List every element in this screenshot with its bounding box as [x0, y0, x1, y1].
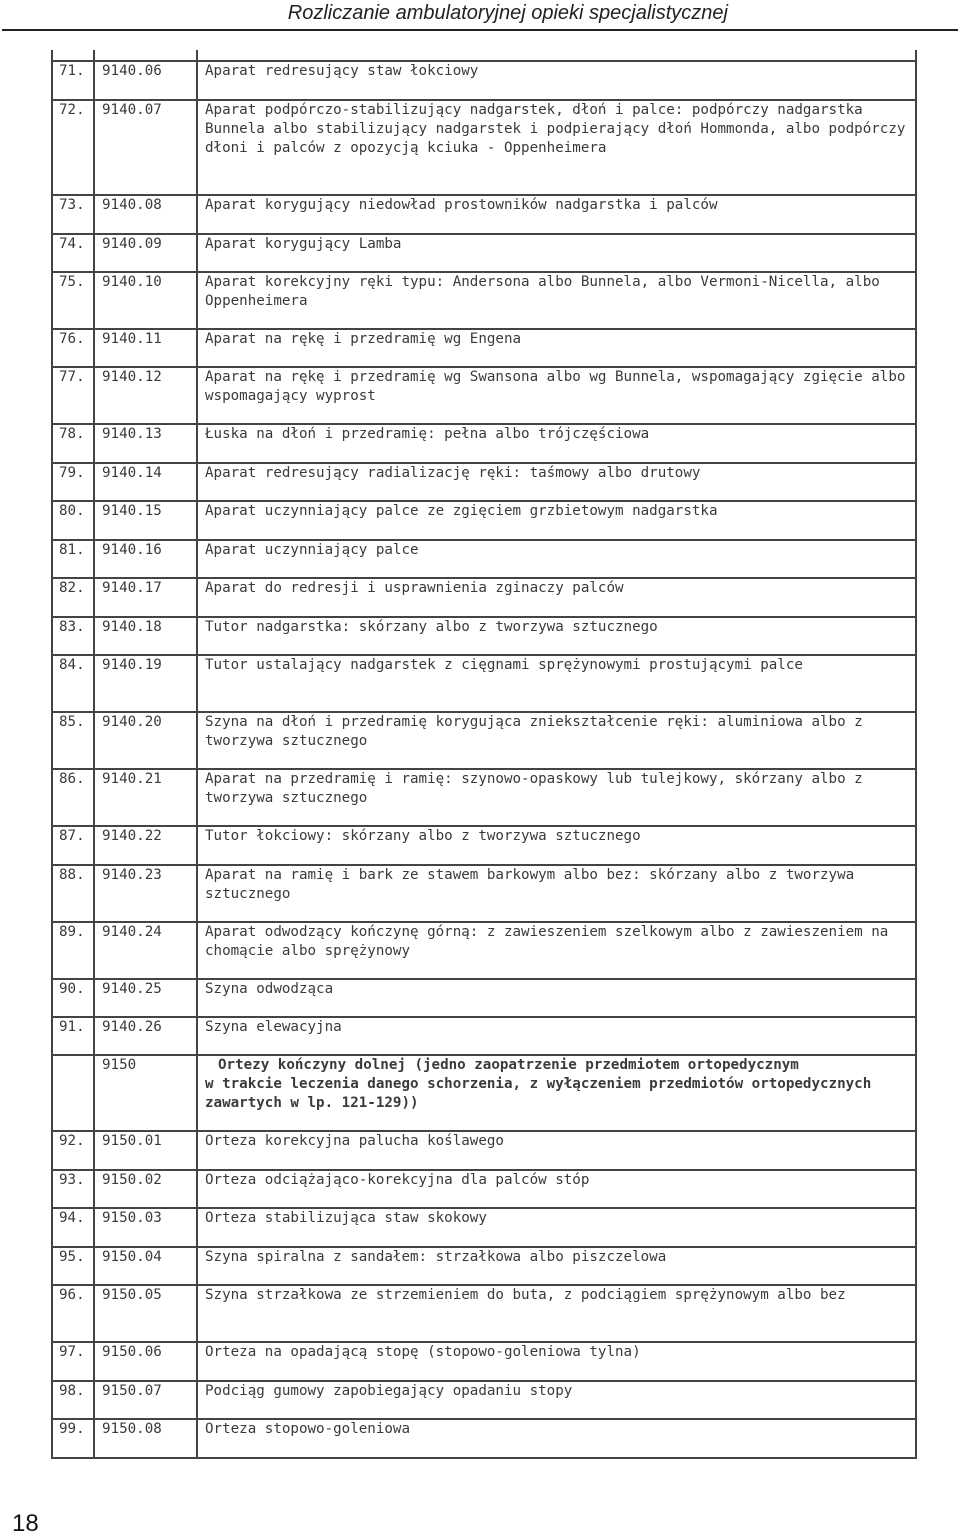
row-number: 95.	[52, 1247, 94, 1285]
table-row	[52, 1208, 916, 1247]
row-number: 78.	[52, 424, 94, 463]
row-number: 72.	[52, 100, 94, 195]
item-code: 9140.18	[94, 617, 197, 655]
row-number: 89.	[52, 922, 94, 979]
item-code: 9140.12	[94, 367, 197, 424]
item-description: Szyna elewacyjna	[197, 1017, 916, 1055]
table-row	[52, 1342, 916, 1381]
row-number: 83.	[52, 617, 94, 655]
section-title-line1: Ortezy kończyny dolnej (jedno zaopatrzenie przedmiotem ortopedycznym	[218, 1057, 799, 1073]
item-code: 9140.19	[94, 655, 197, 712]
row-number: 85.	[52, 712, 94, 769]
row-number: 74.	[52, 234, 94, 272]
row-number: 82.	[52, 578, 94, 617]
item-description: Aparat odwodzący kończynę górną: z zawieszeniem szelkowym albo z zawieszeniem na chomącie albo sprężynowy	[197, 922, 916, 979]
item-code: 9140.24	[94, 922, 197, 979]
item-code: 9140.26	[94, 1017, 197, 1055]
table-row	[52, 1247, 916, 1285]
item-description: Tutor łokciowy: skórzany albo z tworzywa sztucznego	[197, 826, 916, 865]
row-number: 84.	[52, 655, 94, 712]
item-code: 9150.07	[94, 1381, 197, 1419]
row-number: 73.	[52, 195, 94, 234]
item-code: 9140.06	[94, 61, 197, 100]
item-code: 9140.16	[94, 540, 197, 578]
page-number: 18	[12, 1510, 39, 1537]
item-description: Podciąg gumowy zapobiegający opadaniu stopy	[197, 1381, 916, 1419]
row-number: 79.	[52, 463, 94, 501]
item-description: Aparat na ramię i bark ze stawem barkowym albo bez: skórzany albo z tworzywa sztucznego	[197, 865, 916, 922]
item-description: Tutor nadgarstka: skórzany albo z tworzywa sztucznego	[197, 617, 916, 655]
section-title-rest: w trakcie leczenia danego schorzenia, z wyłączeniem przedmiotów ortopedycznych zawartych w lp. 121-129))	[205, 1075, 880, 1111]
item-code: 9140.14	[94, 463, 197, 501]
row-number: 90.	[52, 979, 94, 1017]
row-number: 98.	[52, 1381, 94, 1419]
item-code: 9150.08	[94, 1419, 197, 1458]
item-code: 9140.13	[94, 424, 197, 463]
table-row	[52, 234, 916, 272]
item-description: Aparat korekcyjny ręki typu: Andersona albo Bunnela, albo Vermoni-Nicella, albo Oppenheimera	[197, 272, 916, 329]
item-description: Aparat redresujący radializację ręki: taśmowy albo drutowy	[197, 463, 916, 501]
table-row	[52, 329, 916, 367]
item-description: Szyna strzałkowa ze strzemieniem do buta, z podciągiem sprężynowym albo bez	[197, 1285, 916, 1342]
item-code: 9140.17	[94, 578, 197, 617]
row-number: 88.	[52, 865, 94, 922]
item-code: 9140.11	[94, 329, 197, 367]
item-description: Tutor ustalający nadgarstek z cięgnami sprężynowymi prostującymi palce	[197, 655, 916, 712]
table-row	[52, 367, 916, 424]
item-description: Szyna odwodząca	[197, 979, 916, 1017]
item-code: 9150.02	[94, 1170, 197, 1208]
item-description: Aparat podpórczo-stabilizujący nadgarstek, dłoń i palce: podpórczy nadgarstka Bunnela albo stabilizujący nadgarstek i podpierający dłoń Hommonda, albo podpórczy dłoni i palców z opozycją kciuka - Oppenheimera	[197, 100, 916, 195]
row-number: 91.	[52, 1017, 94, 1055]
item-code: 9140.21	[94, 769, 197, 826]
item-code: 9140.23	[94, 865, 197, 922]
row-number: 75.	[52, 272, 94, 329]
table-row	[52, 1285, 916, 1342]
item-description: Aparat do redresji i usprawnienia zginaczy palców	[197, 578, 916, 617]
item-description: Aparat korygujący Lamba	[197, 234, 916, 272]
item-description: Orteza korekcyjna palucha koślawego	[197, 1131, 916, 1170]
table-row	[52, 540, 916, 578]
item-code: 9150.01	[94, 1131, 197, 1170]
table-row	[52, 1131, 916, 1170]
item-code: 9140.25	[94, 979, 197, 1017]
table-row	[52, 1170, 916, 1208]
section-row-number	[52, 1055, 94, 1131]
table-row	[52, 1419, 916, 1458]
item-description: Szyna na dłoń i przedramię korygująca zniekształcenie ręki: aluminiowa albo z tworzywa sztucznego	[197, 712, 916, 769]
item-description: Orteza odciążająco-korekcyjna dla palców stóp	[197, 1170, 916, 1208]
row-number: 92.	[52, 1131, 94, 1170]
row-number: 96.	[52, 1285, 94, 1342]
table-row	[52, 655, 916, 712]
item-description: Aparat na przedramię i ramię: szynowo-opaskowy lub tulejkowy, skórzany albo z tworzywa sztucznego	[197, 769, 916, 826]
item-code: 9150.04	[94, 1247, 197, 1285]
item-code: 9140.10	[94, 272, 197, 329]
row-number: 76.	[52, 329, 94, 367]
table-row	[52, 61, 916, 100]
row-number: 94.	[52, 1208, 94, 1247]
item-code: 9140.08	[94, 195, 197, 234]
orthopedic-items-table	[51, 50, 917, 1459]
table-row	[52, 272, 916, 329]
item-description: Aparat uczynniający palce	[197, 540, 916, 578]
row-number: 99.	[52, 1419, 94, 1458]
row-number: 81.	[52, 540, 94, 578]
table-row	[52, 826, 916, 865]
item-code: 9140.20	[94, 712, 197, 769]
item-code: 9150.03	[94, 1208, 197, 1247]
table-row	[52, 578, 916, 617]
item-code: 9140.22	[94, 826, 197, 865]
item-code: 9140.09	[94, 234, 197, 272]
item-description: Aparat na rękę i przedramię wg Engena	[197, 329, 916, 367]
row-number: 86.	[52, 769, 94, 826]
table-row	[52, 501, 916, 540]
section-code: 9150	[94, 1055, 197, 1131]
table-row	[52, 865, 916, 922]
table-row	[52, 1381, 916, 1419]
item-code: 9140.07	[94, 100, 197, 195]
item-description: Aparat korygujący niedowład prostowników nadgarstka i palców	[197, 195, 916, 234]
row-number: 87.	[52, 826, 94, 865]
table-row	[52, 617, 916, 655]
item-code: 9140.15	[94, 501, 197, 540]
item-description: Aparat redresujący staw łokciowy	[197, 61, 916, 100]
table-row	[52, 195, 916, 234]
item-description: Aparat uczynniający palce ze zgięciem grzbietowym nadgarstka	[197, 501, 916, 540]
item-description: Orteza stabilizująca staw skokowy	[197, 1208, 916, 1247]
table-top-gap	[52, 50, 916, 61]
table-row	[52, 769, 916, 826]
item-description: Szyna spiralna z sandałem: strzałkowa albo piszczelowa	[197, 1247, 916, 1285]
table-row	[52, 463, 916, 501]
table-row	[52, 712, 916, 769]
item-description: Aparat na rękę i przedramię wg Swansona albo wg Bunnela, wspomagający zgięcie albo wspomagający wyprost	[197, 367, 916, 424]
table-row	[52, 424, 916, 463]
table-row	[52, 979, 916, 1017]
table-row	[52, 100, 916, 195]
section-header-row	[52, 1055, 916, 1131]
row-number: 93.	[52, 1170, 94, 1208]
item-code: 9150.06	[94, 1342, 197, 1381]
section-title	[197, 1055, 916, 1131]
row-number: 71.	[52, 61, 94, 100]
item-description: Orteza na opadającą stopę (stopowo-goleniowa tylna)	[197, 1342, 916, 1381]
item-code: 9150.05	[94, 1285, 197, 1342]
page-header-title: Rozliczanie ambulatoryjnej opieki specjalistycznej	[287, 2, 728, 24]
row-number: 80.	[52, 501, 94, 540]
row-number: 97.	[52, 1342, 94, 1381]
table-row	[52, 922, 916, 979]
header-rule	[2, 29, 958, 31]
table-row	[52, 1017, 916, 1055]
item-description: Orteza stopowo-goleniowa	[197, 1419, 916, 1458]
item-description: Łuska na dłoń i przedramię: pełna albo trójczęściowa	[197, 424, 916, 463]
row-number: 77.	[52, 367, 94, 424]
